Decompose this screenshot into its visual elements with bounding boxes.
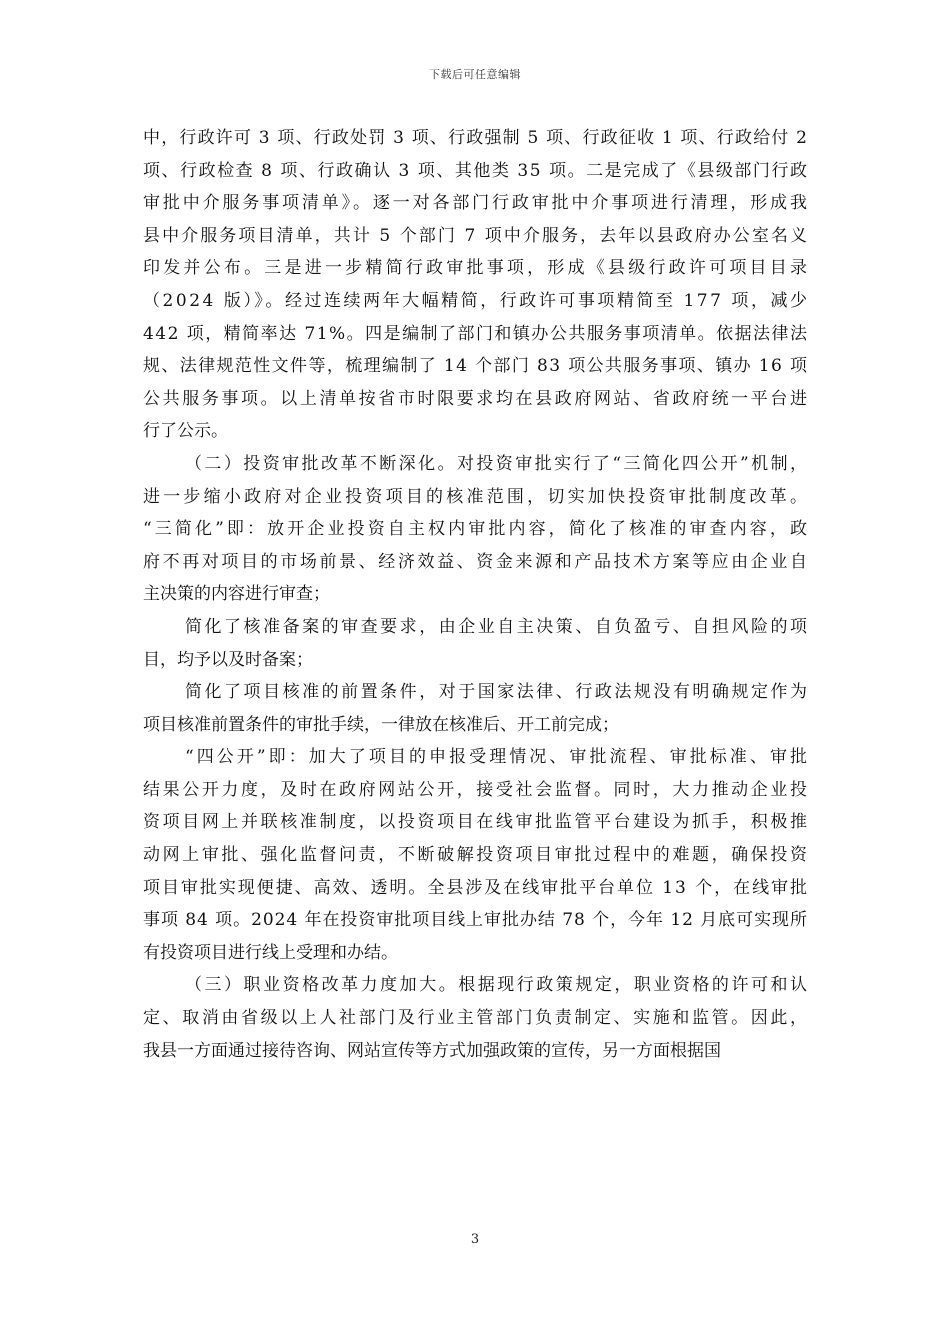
text-line: 公共服务事项。以上清单按省市时限要求均在县政府网站、省政府统一平台进 <box>143 388 810 409</box>
text-line: 我县一方面通过接待咨询、网站宣传等方式加强政策的宣传，另一方面根据国 <box>143 1040 721 1061</box>
text-line: 结果公开力度，及时在政府网站公开，接受社会监督。同时，大力推动企业投 <box>143 779 810 800</box>
text-line: “四公开”即：加大了项目的申报受理情况、审批流程、审批标准、审批 <box>185 747 811 768</box>
paragraph <box>143 122 811 448</box>
text-line: （2024 版）》。经过连续两年大幅精简，行政许可事项精简至 177 项，减少 <box>143 290 810 311</box>
text-line: 项目核准前置条件的审批手续，一律放在核准后、开工前完成； <box>143 714 619 735</box>
page-number: 3 <box>470 1232 480 1247</box>
text-line: 印发并公布。三是进一步精简行政审批事项，形成《县级行政许可项目目录 <box>143 258 811 279</box>
paragraph <box>143 676 810 741</box>
text-line: 府不再对项目的市场前景、经济效益、资金来源和产品技术方案等应由企业自 <box>143 551 810 572</box>
text-line: 项、行政检查 8 项、行政确认 3 项、其他类 35 项。二是完成了《县级部门行政 <box>143 160 809 181</box>
text-line: “三简化”即：放开企业投资自主权内审批内容，简化了核准的审查内容，政 <box>143 519 811 540</box>
text-line: （二）投资审批改革不断深化。对投资审批实行了“三简化四公开”机制， <box>185 453 810 474</box>
text-line: 定、取消由省级以上人社部门及行业主管部门负责制定、实施和监管。因此， <box>143 1008 810 1029</box>
page-header: 下载后可任意编辑 <box>429 68 521 81</box>
text-line: 规、法律规范性文件等，梳理编制了 14 个部门 83 项公共服务事项、镇办 16 项 <box>143 356 809 377</box>
text-line: （三）职业资格改革力度加大。根据现行政策规定，职业资格的许可和认 <box>185 975 810 996</box>
text-line: 中，行政许可 3 项、行政处罚 3 项、行政强制 5 项、行政征收 1 项、行政给付 2 <box>143 128 809 148</box>
text-line: 有投资项目进行线上受理和办结。 <box>143 942 398 963</box>
text-line: 事项 84 项。2024 年在投资审批项目线上审批办结 78 个，今年 12 月底可实现所 <box>143 910 808 931</box>
text-line: 项目审批实现便捷、高效、透明。全县涉及在线审批平台单位 13 个，在线审批 <box>143 877 809 898</box>
document-body <box>143 122 811 1067</box>
text-line: 简化了核准备案的审查要求，由企业自主决策、自负盈亏、自担风险的项 <box>185 616 810 637</box>
paragraph <box>143 741 811 969</box>
text-line: 县中介服务项目清单，共计 5 个部门 7 项中介服务，去年以县政府办公室名义 <box>143 225 810 246</box>
paragraph <box>143 448 811 611</box>
text-line: 行了公示。 <box>143 421 228 442</box>
paragraph <box>143 611 810 676</box>
text-line: 动网上审批、强化监督问责，不断破解投资项目审批过程中的难题，确保投资 <box>143 845 810 866</box>
text-line: 审批中介服务事项清单》。逐一对各部门行政审批中介事项进行清理，形成我 <box>143 193 810 214</box>
paragraph <box>143 969 810 1067</box>
text-line: 目，均予以及时备案； <box>143 649 313 670</box>
text-line: 主决策的内容进行审查； <box>143 584 330 605</box>
text-line: 442 项，精简率达 71%。四是编制了部门和镇办公共服务事项清单。依据法律法 <box>143 323 809 344</box>
text-line: 进一步缩小政府对企业投资项目的核准范围，切实加快投资审批制度改革。 <box>143 486 811 507</box>
text-line: 简化了项目核准的前置条件，对于国家法律、行政法规没有明确规定作为 <box>185 682 810 703</box>
text-line: 资项目网上并联核准制度，以投资项目在线审批监管平台建设为抓手，积极推 <box>143 812 810 833</box>
